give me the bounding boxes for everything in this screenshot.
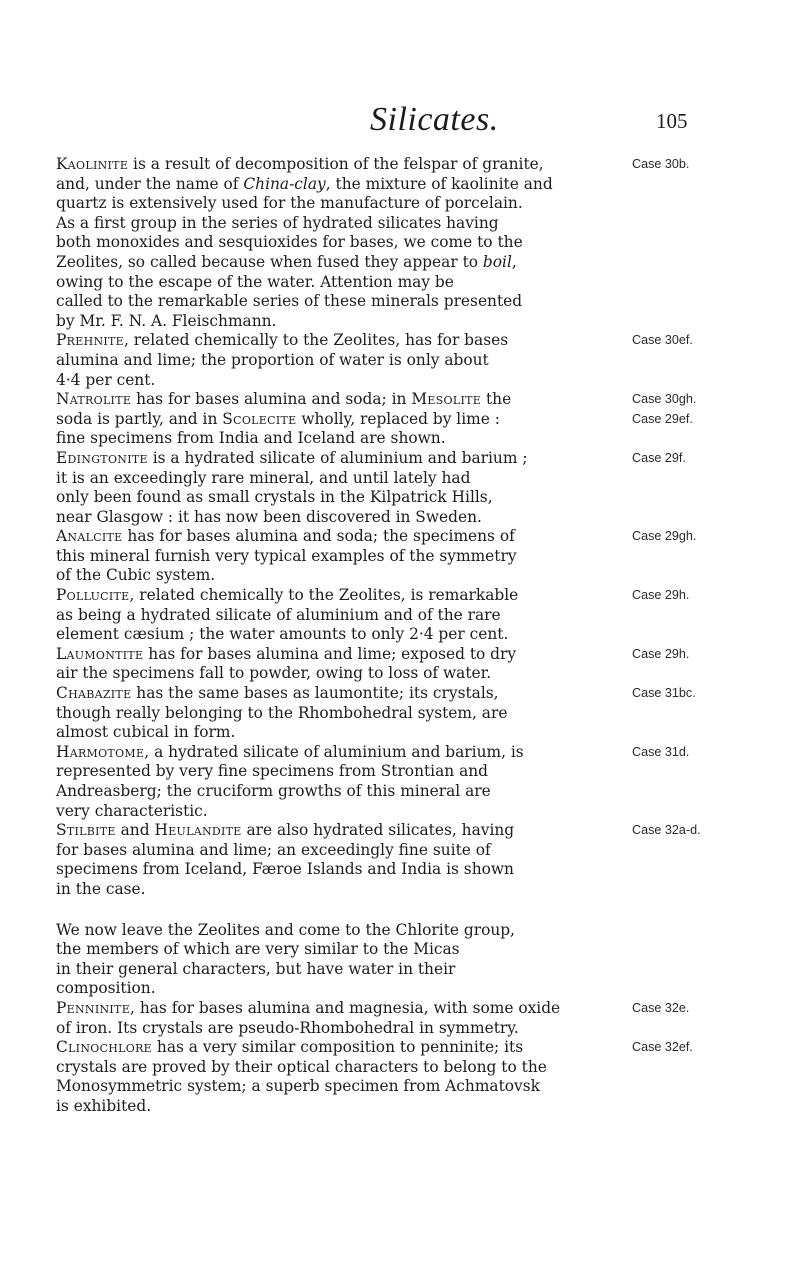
case-reference: Case 31bc. xyxy=(632,686,696,701)
case-reference: Case 31d. xyxy=(632,744,690,759)
page-body xyxy=(56,155,796,1117)
entry-edingtonite: Case 29f. Edingtonite is a hydrated silicate of aluminium and barium ; it is an exceedingly rare mineral, and until lately had only been found as small crystals in the Kilpatrick Hills, near Glasgow : it has now been discovered in Sweden. xyxy=(56,448,686,526)
mineral-name: Laumontite xyxy=(56,644,144,663)
mineral-name: Heulandite xyxy=(154,821,242,840)
case-reference: Case 30b. xyxy=(632,157,690,171)
page-header xyxy=(0,100,801,140)
entry-analcite: Case 29gh. Analcite has for bases alumina and soda; the specimens of this mineral furnish very typical examples of the symmetry of the Cubic system. xyxy=(56,527,697,585)
entry-penninite: Case 32e. Penninite, has for bases alumina and magnesia, with some oxide of iron. Its crystals are pseudo-Rhombohedral in symmetry. xyxy=(56,998,690,1037)
italic-term: China-clay xyxy=(243,174,326,193)
case-reference: Case 30ef. xyxy=(632,333,693,348)
mineral-name: Pollucite xyxy=(56,586,130,605)
case-reference: Case 29f. xyxy=(632,450,686,465)
mineral-name: Natrolite xyxy=(56,390,132,409)
mineral-name: Stilbite xyxy=(56,821,116,840)
entry-pollucite: Case 29h. Pollucite, related chemically to the Zeolites, is remarkable as being a hydrated silicate of aluminium and of the rare element cæsium ; the water amounts to only 2·4 per cent. xyxy=(56,586,690,644)
mineral-name: Analcite xyxy=(56,527,123,546)
page-number: 105 xyxy=(656,109,688,133)
entry-chabazite: Case 31bc. Chabazite has the same bases as laumontite; its crystals, though really belonging to the Rhombohedral system, are almost cubical in form. xyxy=(56,684,696,742)
entry-stilbite-heulandite: Case 32a-d. Stilbite and Heulandite are also hydrated silicates, having for bases alumina and lime; an exceedingly fine suite of specimens from Iceland, Færoe Islands and India is shown in the case. xyxy=(56,821,701,898)
entry-kaolinite: Case 30b. Kaolinite is a result of decomposition of the felspar of granite, and, under the name of China-clay, the mixture of kaolinite and quartz is extensively used for the manufacture of porcelain. As a first group in the series of hydrated silicates having both monoxides and sesquioxides for bases, we come to the Zeolites, so called because when fused they appear to boil, owing to the escape of the water. Attention may be called to the remarkable series of these minerals presented by Mr. F. N. A. Fleischmann. xyxy=(56,155,690,330)
paragraph-gap xyxy=(56,900,796,921)
case-reference: Case 29ef. xyxy=(632,411,693,426)
entry-clinochlore: Case 32ef. Clinochlore has a very similar composition to penninite; its crystals are proved by their optical characters to belong to the Monosymmetric system; a superb specimen from Achmatovsk is exhibited. xyxy=(56,1038,693,1115)
mineral-name: Kaolinite xyxy=(56,155,129,173)
italic-term: boil xyxy=(482,252,512,271)
case-reference: Case 29h. xyxy=(632,588,690,603)
entry-prehnite: Case 30ef. Prehnite, related chemically to the Zeolites, has for bases alumina and lime; the proportion of water is only about 4·4 per cent. xyxy=(56,331,693,389)
entry-laumontite: Case 29h. Laumontite has for bases alumina and lime; exposed to dry air the specimens fall to powder, owing to loss of water. xyxy=(56,644,690,683)
mineral-name: Clinochlore xyxy=(56,1038,153,1057)
mineral-name: Mesolite xyxy=(411,390,482,409)
case-reference: Case 32a-d. xyxy=(632,823,701,838)
mineral-name: Scolecite xyxy=(222,409,297,428)
case-reference: Case 29h. xyxy=(632,646,690,661)
entry-natrolite: Case 30gh. Case 29ef. Natrolite has for bases alumina and soda; in Mesolite the soda is partly, and in Scolecite wholly, replaced by lime : fine specimens from India and Iceland are shown. xyxy=(56,390,697,448)
case-reference: Case 29gh. xyxy=(632,529,697,544)
mineral-name: Edingtonite xyxy=(56,448,148,467)
mineral-name: Chabazite xyxy=(56,684,132,703)
mineral-name: Penninite xyxy=(56,998,131,1017)
mineral-name: Prehnite xyxy=(56,331,124,350)
case-reference: Case 32e. xyxy=(632,1000,690,1015)
entry-chlorite-intro: We now leave the Zeolites and come to the Chlorite group, the members of which are very similar to the Micas in their general characters, but have water in their composition. xyxy=(56,920,516,998)
case-reference: Case 30gh. xyxy=(632,392,697,407)
entry-harmotome: Case 31d. Harmotome, a hydrated silicate of aluminium and barium, is represented by very fine specimens from Strontian and Andreasberg; the cruciform growths of this mineral are very characteristic. xyxy=(56,742,690,820)
case-reference: Case 32ef. xyxy=(632,1040,693,1055)
running-title: Silicates. xyxy=(370,101,499,138)
mineral-name: Harmotome xyxy=(56,742,145,761)
